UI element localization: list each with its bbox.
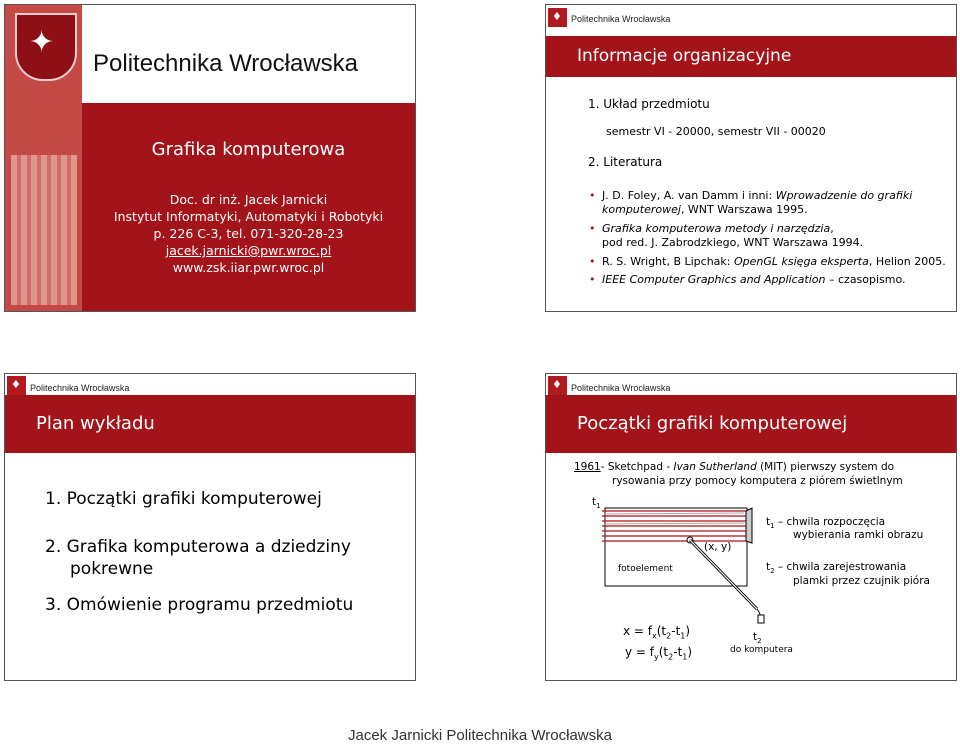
- photoelement-label: fotoelement: [618, 564, 673, 574]
- t1-label: $t_1$: [592, 496, 601, 511]
- author-block: [82, 191, 415, 276]
- header-brand: Politechnika Wrocławska: [30, 383, 130, 393]
- slide-plan: [4, 373, 416, 681]
- reference-item: • Grafika komputerowa metody i narzędzia,: [602, 222, 834, 235]
- t2-definition: $t_2$ – chwila zarejestrowania: [766, 561, 907, 576]
- reference-item: • R. S. Wright, B Lipchak: OpenGL księga eksperta, Helion 2005.: [602, 255, 946, 268]
- equation-y: $y = f_y(t_2-t_1)$: [625, 645, 693, 662]
- slide-title: Początki grafiki komputerowej: [577, 413, 848, 434]
- building-image: [11, 155, 77, 305]
- logo-icon: [7, 376, 26, 395]
- t1-definition-cont: wybierania ramki obrazu: [793, 529, 924, 541]
- email-link[interactable]: jacek.jarnicki@pwr.wroc.pl: [165, 243, 332, 258]
- list-item: 2. Literatura: [588, 155, 663, 169]
- header-brand: Politechnika Wrocławska: [571, 383, 671, 393]
- author-line: Instytut Informatyki, Automatyki i Robotyki: [113, 209, 384, 224]
- university-crest-icon: ✦: [15, 13, 77, 81]
- slide-organizational: [545, 4, 957, 312]
- reference-item: • IEEE Computer Graphics and Application – czasopismo.: [602, 273, 906, 286]
- university-name: Politechnika Wrocławska: [93, 50, 358, 77]
- plan-item: 1. Początki grafiki komputerowej: [45, 489, 322, 509]
- author-line: Doc. dr inż. Jacek Jarnicki: [169, 192, 328, 207]
- intro-text-cont: rysowania przy pomocy komputera z piórem świetlnym: [612, 475, 903, 487]
- crt-diagram: [546, 374, 957, 681]
- reference-item-cont: komputerowej, WNT Warszawa 1995.: [602, 203, 808, 216]
- semester-text: semestr VI - 20000, semestr VII - 00020: [606, 125, 826, 138]
- course-title: Grafika komputerowa: [151, 139, 346, 160]
- t2-label: $t_2$: [753, 631, 762, 646]
- reference-item-cont: pod red. J. Zabrodzkiego, WNT Warszawa 1994.: [602, 236, 864, 249]
- reference-item: • J. D. Foley, A. van Damm i inni: Wprowadzenie do grafiki: [602, 189, 912, 202]
- t2-definition-cont: plamki przez czujnik pióra: [793, 575, 930, 587]
- plan-item: 3. Omówienie programu przedmiotu: [45, 595, 354, 615]
- slide-body: [546, 77, 956, 311]
- xy-label: (x, y): [704, 541, 732, 553]
- list-item: 1. Układ przedmiotu: [588, 97, 710, 111]
- to-computer-label: do komputera: [730, 645, 793, 655]
- header-brand: Politechnika Wrocławska: [571, 14, 671, 24]
- t1-definition: $t_1$ – chwila rozpoczęcia: [766, 516, 886, 531]
- slide-beginnings: [545, 373, 957, 681]
- slide-banner: [546, 36, 956, 77]
- slide-title: Informacje organizacyjne: [577, 46, 792, 66]
- logo-icon: [548, 8, 567, 27]
- plan-item-cont: pokrewne: [70, 559, 154, 579]
- slide-title: [4, 4, 416, 312]
- author-line: p. 226 C-3, tel. 071-320-28-23: [153, 226, 344, 241]
- slide-banner: [5, 395, 415, 453]
- equation-x: $x = f_x(t_2-t_1)$: [623, 624, 691, 641]
- website-text: www.zsk.iiar.pwr.wroc.pl: [172, 260, 325, 275]
- page-footer: Jacek Jarnicki Politechnika Wrocławska: [348, 727, 612, 744]
- intro-text: 1961- Sketchpad - Ivan Sutherland (MIT) pierwszy system do: [574, 461, 895, 473]
- title-panel: [82, 103, 415, 311]
- slide-title: Plan wykładu: [36, 413, 155, 434]
- plan-item: 2. Grafika komputerowa a dziedziny: [45, 537, 351, 557]
